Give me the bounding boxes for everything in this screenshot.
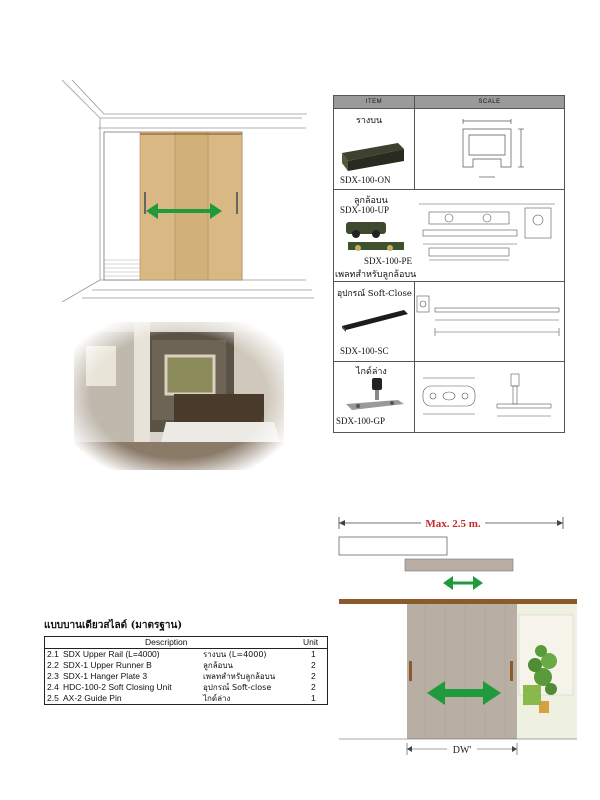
upper-runner-image [340,218,410,258]
table-row [45,682,327,693]
header-description: Description [145,637,188,647]
item-code: SDX-100-ON [340,175,391,185]
row-no: 2.1 [47,649,59,659]
max-label: Max. 2.5 m. [425,518,481,530]
ceiling-rail [339,599,577,604]
row-unit: 2 [311,660,316,670]
row-unit: 1 [311,649,316,659]
table-row [45,693,327,704]
header-unit: Unit [303,637,319,647]
row-en: AX-2 Guide Pin [63,693,122,703]
dw-dimension-line [407,743,517,756]
item-code: SDX-100-UP [340,205,390,215]
table-row [45,671,327,682]
item-thai: รางบน [356,116,383,126]
row-th: รางบน (L=4000) [203,650,267,659]
row-no: 2.3 [47,671,59,681]
door-handle-right [510,661,513,681]
item-code: SDX-100-SC [340,346,389,356]
parts-table [333,95,565,433]
sliding-door-sketch [62,80,314,302]
row-th: อุปกรณ์ Soft-close [203,683,272,692]
item-code-2: SDX-100-PE [364,256,413,266]
row-no: 2.5 [47,693,59,703]
row-en: SDX Upper Rail (L=4000) [63,649,160,659]
item-thai: อุปกรณ์ Soft-Close [337,289,412,299]
dw-label: DW' [452,745,472,756]
description-title: แบบบานเดียวสไลด์ (มาตรฐาน) [44,620,183,631]
guide-pin-drawing [417,368,563,426]
upper-rail-drawing [445,115,535,185]
bedroom-photo [74,322,284,470]
door-handle-right [236,192,238,214]
row-en: HDC-100-2 Soft Closing Unit [63,682,172,692]
table-row [45,660,327,671]
upper-rail-image [338,139,408,173]
door-panel-2 [175,132,209,280]
parts-row-upper-rail [334,108,564,190]
table-row [45,649,327,660]
row-no: 2.2 [47,660,59,670]
row-en: SDX-1 Hanger Plate 3 [63,671,148,681]
row-unit: 2 [311,671,316,681]
upper-rail-section [339,537,447,555]
item-thai: ลูกล้อบน [354,196,388,206]
sliding-door [407,604,517,739]
description-header [45,637,327,649]
item-thai-2: เพลทสำหรับลูกล้อบน [335,270,417,280]
max-dimension-line [339,515,563,530]
header-item: ITEM [334,96,415,109]
soft-close-image [340,304,410,334]
row-th: เพลทสำหรับลูกล้อบน [203,672,276,681]
row-no: 2.4 [47,682,59,692]
parts-row-upper-runner [334,189,564,282]
row-en: SDX-1 Upper Runner B [63,660,152,670]
chair [523,685,541,705]
door-handle-left [144,192,146,214]
row-th: ลูกล้อบน [203,661,233,670]
item-code: SDX-100-GP [336,416,386,426]
parts-row-guide-pin [334,361,564,433]
row-unit: 2 [311,682,316,692]
upper-runner-drawing [415,196,564,266]
item-thai: ไกด์ล่าง [356,367,387,377]
door-handle-left [409,661,412,681]
header-scale: SCALE [415,96,564,109]
soft-close-drawing [415,290,564,350]
door-top-section [405,559,513,571]
parts-row-soft-close [334,281,564,362]
row-th: ไกด์ล่าง [203,694,231,703]
installation-diagram [335,505,580,765]
slide-arrow-small-icon [443,576,483,590]
description-table [44,636,328,705]
row-unit: 1 [311,693,316,703]
guide-pin-image [342,376,408,414]
